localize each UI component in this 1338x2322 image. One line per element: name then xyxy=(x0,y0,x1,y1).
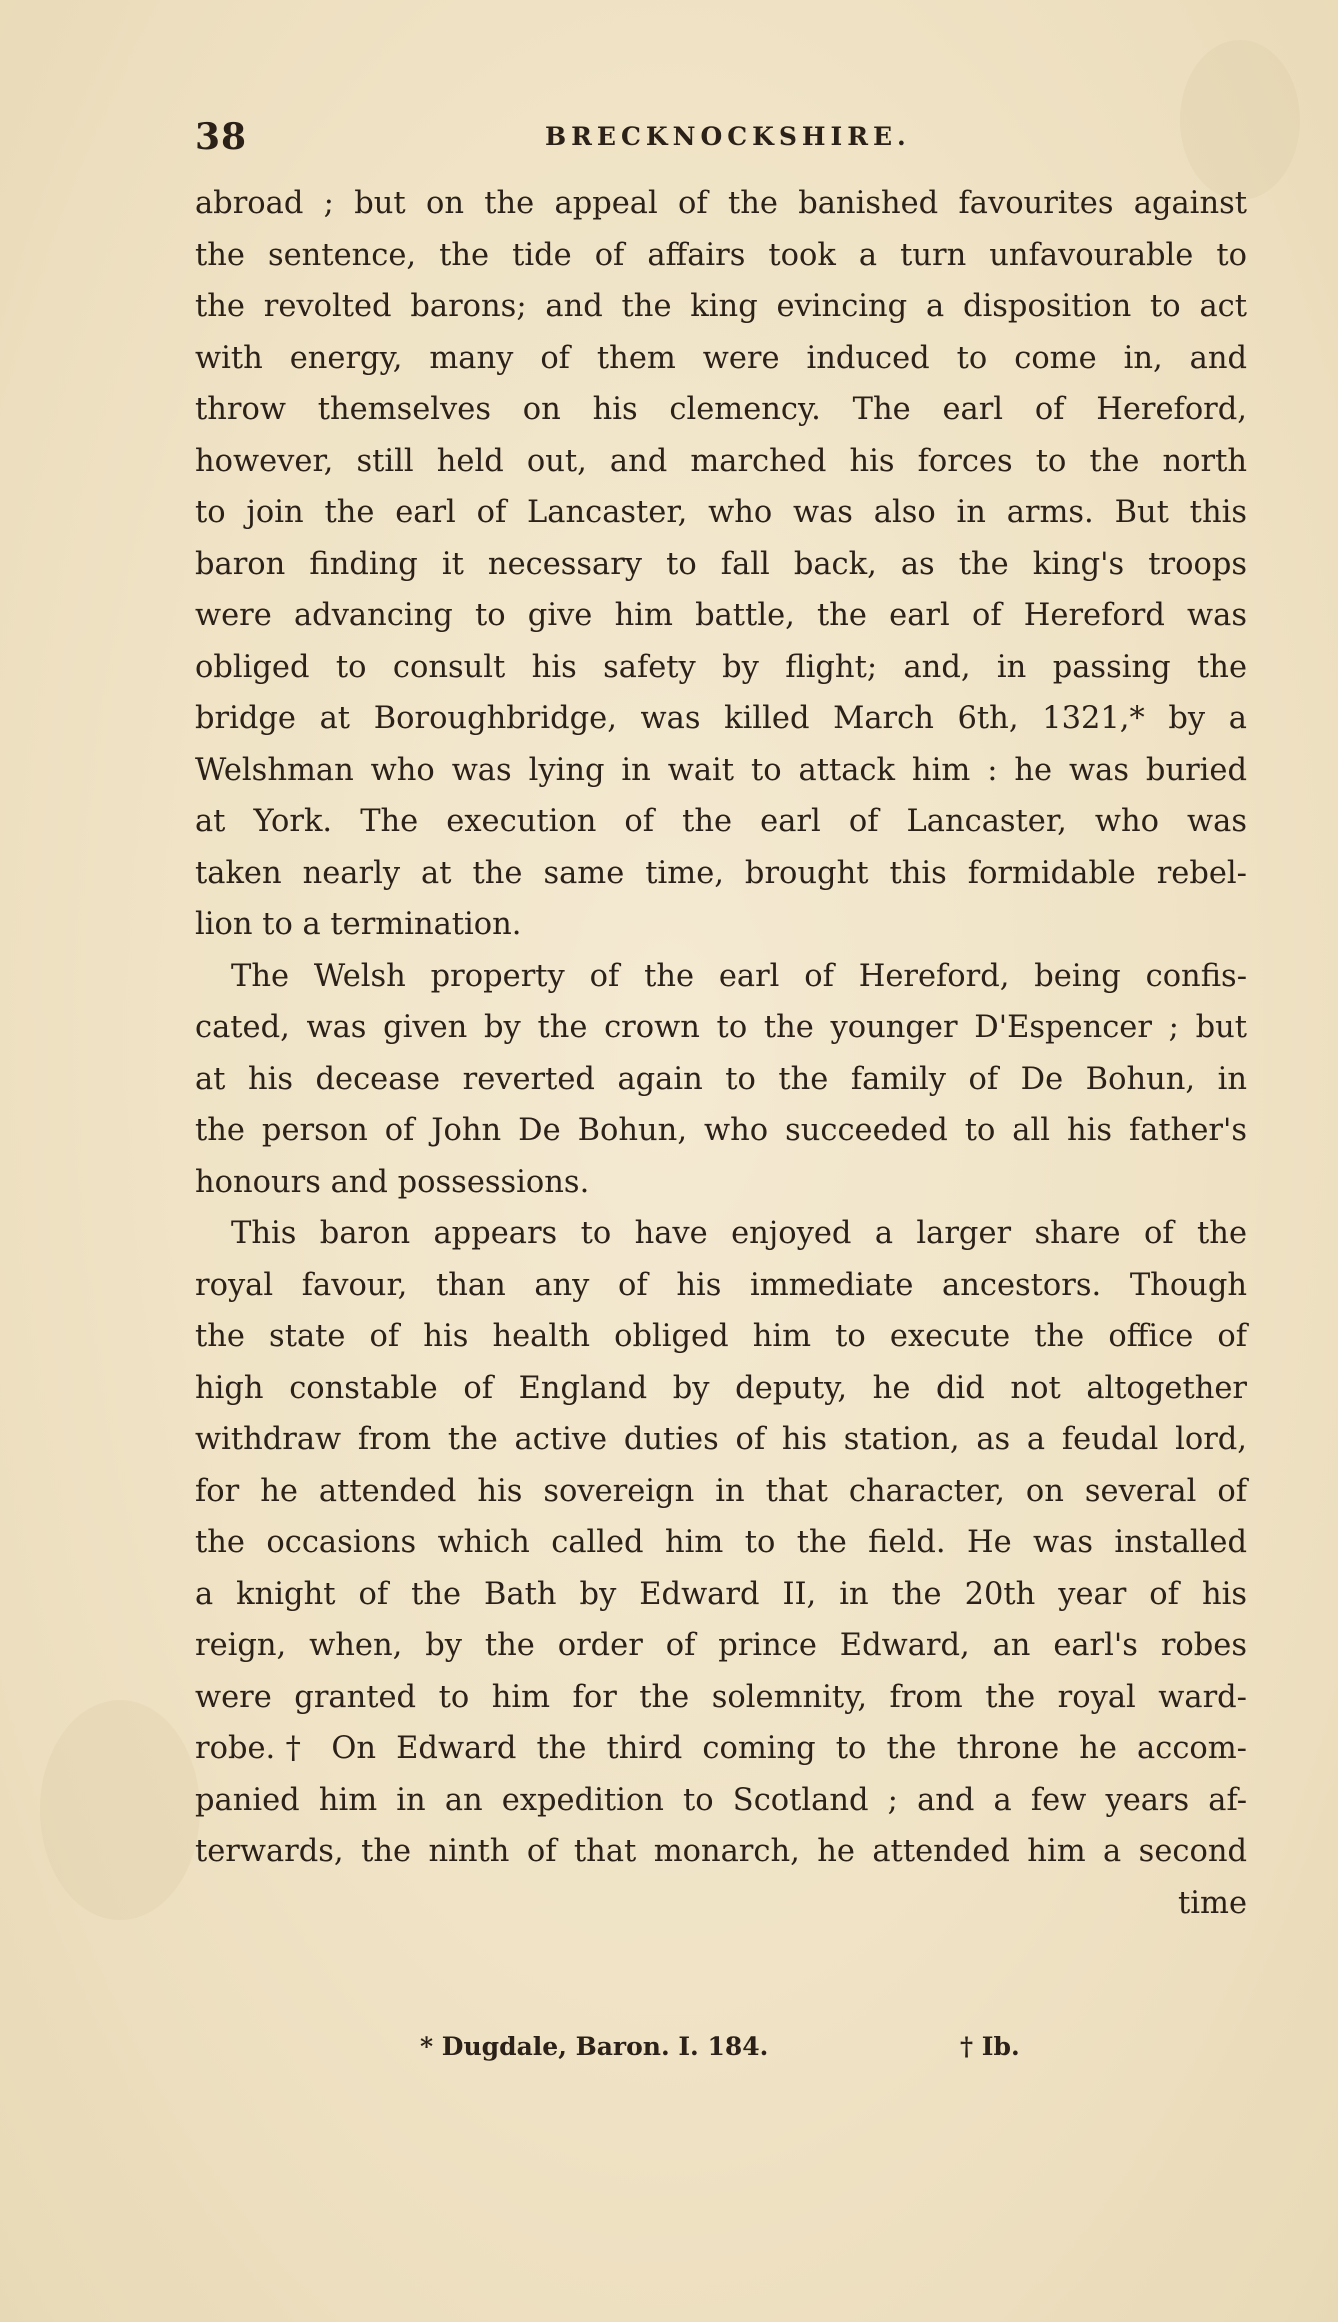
text-line: royal favour, than any of his immediate ancestors. Though xyxy=(195,1267,1247,1303)
text-line: high constable of England by deputy, he did not altogether xyxy=(195,1370,1247,1406)
text-line: the state of his health obliged him to execute the office of xyxy=(195,1319,1247,1354)
text-line: abroad ; but on the appeal of the banished favourites against xyxy=(195,186,1247,221)
text-line: Welshman who was lying in wait to attack him : he was buried xyxy=(195,752,1247,788)
paper-stain xyxy=(40,1700,200,1920)
text-line: for he attended his sovereign in that character, on several of xyxy=(195,1473,1247,1509)
text-line: at York. The execution of the earl of Lancaster, who was xyxy=(195,804,1247,839)
text-line: withdraw from the active duties of his station, as a feudal lord, xyxy=(195,1422,1247,1457)
text-line: a knight of the Bath by Edward II, in the 20th year of his xyxy=(195,1576,1247,1612)
text-line: bridge at Boroughbridge, was killed March 6th, 1321,* by a xyxy=(195,701,1247,736)
text-line: taken nearly at the same time, brought this formidable rebel- xyxy=(195,855,1247,891)
body-text xyxy=(195,178,1247,1929)
text-line: to join the earl of Lancaster, who was also in arms. But this xyxy=(195,495,1247,530)
text-line: the revolted barons; and the king evincing a disposition to act xyxy=(195,289,1247,324)
text-line: This baron appears to have enjoyed a larger share of the xyxy=(231,1216,1247,1251)
text-line: honours and possessions. xyxy=(195,1164,590,1200)
footnote-dugdale: * Dugdale, Baron. I. 184. xyxy=(420,2032,769,2061)
text-line: with energy, many of them were induced to come in, and xyxy=(195,340,1247,376)
text-line: robe.† On Edward the third coming to the throne he accom- xyxy=(195,1731,1247,1766)
text-line: at his decease reverted again to the family of De Bohun, in xyxy=(195,1061,1247,1097)
text-line: obliged to consult his safety by flight; and, in passing the xyxy=(195,649,1247,685)
catchword: time xyxy=(1178,1885,1247,1921)
text-line: lion to a termination. xyxy=(195,907,522,942)
text-line: baron finding it necessary to fall back, as the king's troops xyxy=(195,546,1247,582)
footnotes xyxy=(420,2032,1120,2072)
text-line: however, still held out, and marched his forces to the north xyxy=(195,443,1247,479)
page-header xyxy=(195,116,1247,166)
text-line: cated, was given by the crown to the younger D'Espencer ; but xyxy=(195,1010,1247,1045)
text-line: throw themselves on his clemency. The earl of Hereford, xyxy=(195,392,1247,427)
page-number: 38 xyxy=(195,116,248,158)
text-line: terwards, the ninth of that monarch, he attended him a second xyxy=(195,1834,1247,1869)
text-line: the occasions which called him to the field. He was installed xyxy=(195,1525,1247,1560)
text-line: the person of John De Bohun, who succeeded to all his father's xyxy=(195,1113,1247,1148)
text-line: were advancing to give him battle, the earl of Hereford was xyxy=(195,598,1247,633)
text-line: The Welsh property of the earl of Hereford, being confis- xyxy=(231,958,1247,994)
text-line: panied him in an expedition to Scotland ; and a few years af- xyxy=(195,1782,1247,1818)
running-head: BRECKNOCKSHIRE. xyxy=(545,122,911,151)
footnote-ibid: † Ib. xyxy=(960,2032,1020,2061)
text-line: the sentence, the tide of affairs took a turn unfavourable to xyxy=(195,237,1247,273)
text-line: were granted to him for the solemnity, from the royal ward- xyxy=(195,1679,1247,1715)
text-line: reign, when, by the order of prince Edward, an earl's robes xyxy=(195,1628,1247,1663)
